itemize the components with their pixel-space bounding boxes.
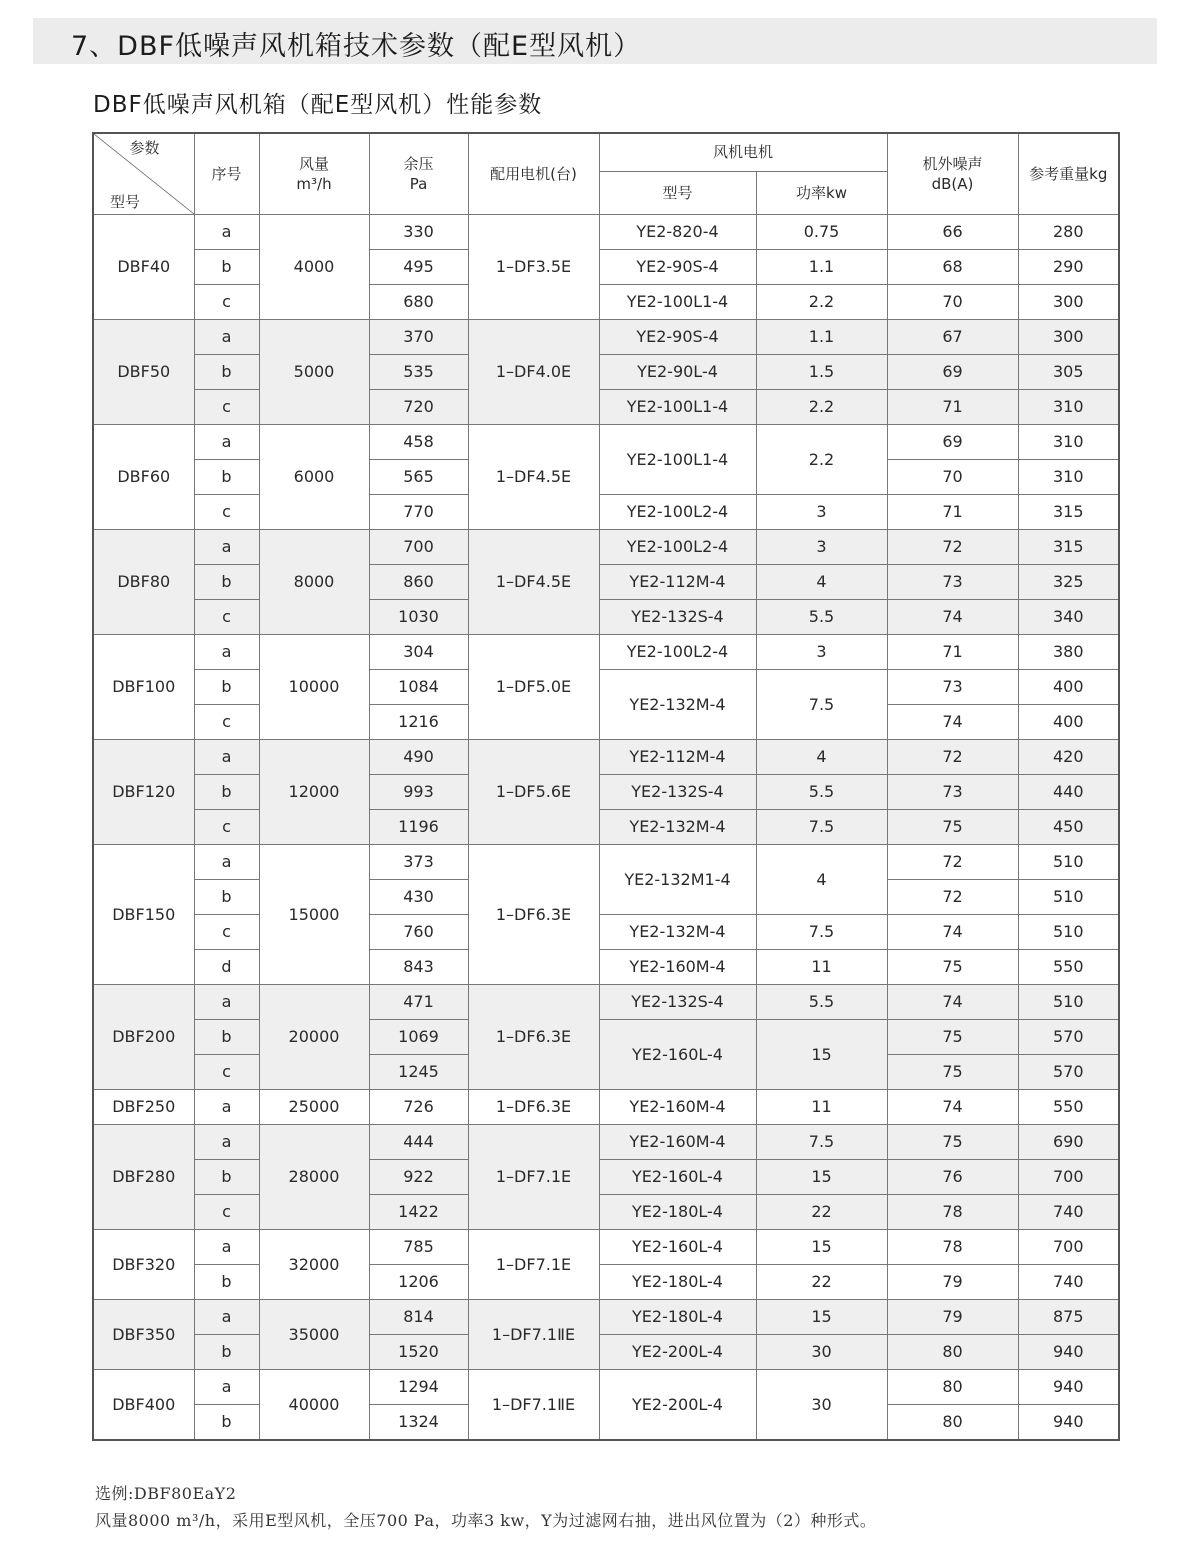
noise-cell: 70 bbox=[887, 285, 1018, 320]
motor-power-cell: 15 bbox=[756, 1020, 887, 1090]
motor-model-cell: YE2-90S-4 bbox=[599, 320, 756, 355]
seq-cell: b bbox=[194, 460, 259, 495]
motor-power-cell: 0.75 bbox=[756, 215, 887, 250]
motor-model-cell: YE2-160M-4 bbox=[599, 950, 756, 985]
table-row bbox=[93, 390, 1119, 425]
table-row bbox=[93, 600, 1119, 635]
pressure-cell: 370 bbox=[369, 320, 468, 355]
motor-power-cell: 5.5 bbox=[756, 775, 887, 810]
header-seq: 序号 bbox=[194, 133, 259, 215]
table-row bbox=[93, 320, 1119, 355]
seq-cell: a bbox=[194, 985, 259, 1020]
header-pressure-unit: Pa bbox=[409, 175, 428, 193]
table-row bbox=[93, 1160, 1119, 1195]
pressure-cell: 471 bbox=[369, 985, 468, 1020]
seq-cell: b bbox=[194, 1405, 259, 1441]
pressure-cell: 814 bbox=[369, 1300, 468, 1335]
table-row bbox=[93, 915, 1119, 950]
weight-cell: 380 bbox=[1018, 635, 1119, 670]
fan-cell: 1–DF7.1ⅡE bbox=[468, 1300, 599, 1370]
table-row bbox=[93, 635, 1119, 670]
seq-cell: a bbox=[194, 740, 259, 775]
weight-cell: 325 bbox=[1018, 565, 1119, 600]
weight-cell: 420 bbox=[1018, 740, 1119, 775]
weight-cell: 310 bbox=[1018, 425, 1119, 460]
motor-model-cell: YE2-100L1-4 bbox=[599, 390, 756, 425]
motor-power-cell: 30 bbox=[756, 1370, 887, 1441]
pressure-cell: 458 bbox=[369, 425, 468, 460]
weight-cell: 570 bbox=[1018, 1020, 1119, 1055]
motor-power-cell: 7.5 bbox=[756, 670, 887, 740]
weight-cell: 280 bbox=[1018, 215, 1119, 250]
motor-model-cell: YE2-100L2-4 bbox=[599, 635, 756, 670]
pressure-cell: 1294 bbox=[369, 1370, 468, 1405]
motor-power-cell: 2.2 bbox=[756, 390, 887, 425]
airflow-cell: 4000 bbox=[259, 215, 369, 320]
header-diagonal-cell bbox=[93, 133, 194, 215]
weight-cell: 875 bbox=[1018, 1300, 1119, 1335]
model-cell: DBF40 bbox=[93, 215, 194, 320]
weight-cell: 740 bbox=[1018, 1195, 1119, 1230]
header-param: 参数 bbox=[129, 139, 160, 157]
noise-cell: 73 bbox=[887, 775, 1018, 810]
table-title: DBF低噪声风机箱（配E型风机）性能参数 bbox=[93, 92, 543, 118]
weight-cell: 310 bbox=[1018, 390, 1119, 425]
table-row bbox=[93, 250, 1119, 285]
weight-cell: 400 bbox=[1018, 705, 1119, 740]
fan-cell: 1–DF6.3E bbox=[468, 1090, 599, 1125]
noise-cell: 74 bbox=[887, 915, 1018, 950]
seq-cell: b bbox=[194, 355, 259, 390]
model-cell: DBF320 bbox=[93, 1230, 194, 1300]
model-cell: DBF200 bbox=[93, 985, 194, 1090]
motor-model-cell: YE2-112M-4 bbox=[599, 565, 756, 600]
noise-cell: 80 bbox=[887, 1370, 1018, 1405]
airflow-cell: 6000 bbox=[259, 425, 369, 530]
table-row bbox=[93, 530, 1119, 565]
noise-cell: 78 bbox=[887, 1195, 1018, 1230]
pressure-cell: 1324 bbox=[369, 1405, 468, 1441]
pressure-cell: 760 bbox=[369, 915, 468, 950]
pressure-cell: 535 bbox=[369, 355, 468, 390]
motor-power-cell: 3 bbox=[756, 495, 887, 530]
motor-power-cell: 7.5 bbox=[756, 915, 887, 950]
header-airflow bbox=[259, 133, 369, 215]
pressure-cell: 1206 bbox=[369, 1265, 468, 1300]
motor-model-cell: YE2-180L-4 bbox=[599, 1265, 756, 1300]
motor-model-cell: YE2-112M-4 bbox=[599, 740, 756, 775]
airflow-cell: 5000 bbox=[259, 320, 369, 425]
motor-power-cell: 7.5 bbox=[756, 1125, 887, 1160]
airflow-cell: 10000 bbox=[259, 635, 369, 740]
seq-cell: c bbox=[194, 705, 259, 740]
fan-cell: 1–DF5.0E bbox=[468, 635, 599, 740]
pressure-cell: 565 bbox=[369, 460, 468, 495]
noise-cell: 74 bbox=[887, 705, 1018, 740]
motor-model-cell: YE2-90S-4 bbox=[599, 250, 756, 285]
noise-cell: 71 bbox=[887, 390, 1018, 425]
motor-power-cell: 3 bbox=[756, 530, 887, 565]
weight-cell: 310 bbox=[1018, 460, 1119, 495]
pressure-cell: 1520 bbox=[369, 1335, 468, 1370]
motor-power-cell: 22 bbox=[756, 1195, 887, 1230]
weight-cell: 940 bbox=[1018, 1405, 1119, 1441]
pressure-cell: 373 bbox=[369, 845, 468, 880]
table-row bbox=[93, 1265, 1119, 1300]
seq-cell: b bbox=[194, 1265, 259, 1300]
fan-cell: 1–DF6.3E bbox=[468, 845, 599, 985]
seq-cell: a bbox=[194, 320, 259, 355]
noise-cell: 70 bbox=[887, 460, 1018, 495]
header-fan-motor: 配用电机(台) bbox=[468, 133, 599, 215]
noise-cell: 75 bbox=[887, 1020, 1018, 1055]
motor-power-cell: 4 bbox=[756, 565, 887, 600]
airflow-cell: 8000 bbox=[259, 530, 369, 635]
motor-model-cell: YE2-160L-4 bbox=[599, 1020, 756, 1090]
noise-cell: 74 bbox=[887, 1090, 1018, 1125]
motor-model-cell: YE2-100L2-4 bbox=[599, 495, 756, 530]
fan-cell: 1–DF4.0E bbox=[468, 320, 599, 425]
noise-cell: 67 bbox=[887, 320, 1018, 355]
motor-power-cell: 11 bbox=[756, 950, 887, 985]
seq-cell: b bbox=[194, 250, 259, 285]
seq-cell: a bbox=[194, 1125, 259, 1160]
header-weight: 参考重量kg bbox=[1018, 133, 1119, 215]
performance-table bbox=[92, 132, 1120, 1441]
seq-cell: b bbox=[194, 880, 259, 915]
weight-cell: 700 bbox=[1018, 1160, 1119, 1195]
table-row bbox=[93, 950, 1119, 985]
seq-cell: b bbox=[194, 670, 259, 705]
noise-cell: 73 bbox=[887, 565, 1018, 600]
noise-cell: 75 bbox=[887, 950, 1018, 985]
noise-cell: 79 bbox=[887, 1265, 1018, 1300]
motor-model-cell: YE2-132M-4 bbox=[599, 810, 756, 845]
table-row bbox=[93, 1300, 1119, 1335]
noise-cell: 72 bbox=[887, 845, 1018, 880]
weight-cell: 290 bbox=[1018, 250, 1119, 285]
weight-cell: 740 bbox=[1018, 1265, 1119, 1300]
motor-model-cell: YE2-132S-4 bbox=[599, 775, 756, 810]
noise-cell: 75 bbox=[887, 810, 1018, 845]
fan-cell: 1–DF5.6E bbox=[468, 740, 599, 845]
table-row bbox=[93, 1230, 1119, 1265]
fan-cell: 1–DF3.5E bbox=[468, 215, 599, 320]
fan-cell: 1–DF4.5E bbox=[468, 425, 599, 530]
noise-cell: 75 bbox=[887, 1125, 1018, 1160]
page-title-bar bbox=[33, 18, 1157, 64]
table-row bbox=[93, 355, 1119, 390]
table-row bbox=[93, 1125, 1119, 1160]
motor-model-cell: YE2-160L-4 bbox=[599, 1160, 756, 1195]
motor-model-cell: YE2-160M-4 bbox=[599, 1125, 756, 1160]
pressure-cell: 720 bbox=[369, 390, 468, 425]
noise-cell: 80 bbox=[887, 1335, 1018, 1370]
table-row bbox=[93, 845, 1119, 880]
table-row bbox=[93, 1195, 1119, 1230]
model-cell: DBF60 bbox=[93, 425, 194, 530]
seq-cell: a bbox=[194, 215, 259, 250]
motor-model-cell: YE2-100L1-4 bbox=[599, 425, 756, 495]
header-pressure-label: 余压 bbox=[403, 154, 434, 173]
model-cell: DBF120 bbox=[93, 740, 194, 845]
seq-cell: c bbox=[194, 390, 259, 425]
weight-cell: 450 bbox=[1018, 810, 1119, 845]
seq-cell: a bbox=[194, 530, 259, 565]
seq-cell: b bbox=[194, 1160, 259, 1195]
motor-power-cell: 22 bbox=[756, 1265, 887, 1300]
pressure-cell: 330 bbox=[369, 215, 468, 250]
noise-cell: 69 bbox=[887, 425, 1018, 460]
pressure-cell: 770 bbox=[369, 495, 468, 530]
motor-power-cell: 11 bbox=[756, 1090, 887, 1125]
motor-power-cell: 15 bbox=[756, 1230, 887, 1265]
weight-cell: 340 bbox=[1018, 600, 1119, 635]
weight-cell: 510 bbox=[1018, 915, 1119, 950]
airflow-cell: 40000 bbox=[259, 1370, 369, 1441]
header-pressure bbox=[369, 133, 468, 215]
weight-cell: 940 bbox=[1018, 1370, 1119, 1405]
weight-cell: 700 bbox=[1018, 1230, 1119, 1265]
noise-cell: 79 bbox=[887, 1300, 1018, 1335]
noise-cell: 71 bbox=[887, 495, 1018, 530]
table-row bbox=[93, 985, 1119, 1020]
seq-cell: c bbox=[194, 915, 259, 950]
noise-cell: 68 bbox=[887, 250, 1018, 285]
noise-cell: 72 bbox=[887, 880, 1018, 915]
table-row bbox=[93, 775, 1119, 810]
weight-cell: 550 bbox=[1018, 950, 1119, 985]
weight-cell: 690 bbox=[1018, 1125, 1119, 1160]
fan-cell: 1–DF4.5E bbox=[468, 530, 599, 635]
airflow-cell: 32000 bbox=[259, 1230, 369, 1300]
pressure-cell: 700 bbox=[369, 530, 468, 565]
motor-model-cell: YE2-100L2-4 bbox=[599, 530, 756, 565]
pressure-cell: 1069 bbox=[369, 1020, 468, 1055]
seq-cell: b bbox=[194, 1020, 259, 1055]
motor-model-cell: YE2-132M-4 bbox=[599, 670, 756, 740]
motor-power-cell: 7.5 bbox=[756, 810, 887, 845]
motor-model-cell: YE2-90L-4 bbox=[599, 355, 756, 390]
header-noise-label: 机外噪声 bbox=[922, 154, 983, 173]
motor-power-cell: 5.5 bbox=[756, 985, 887, 1020]
noise-cell: 74 bbox=[887, 600, 1018, 635]
noise-cell: 71 bbox=[887, 635, 1018, 670]
fan-cell: 1–DF7.1ⅡE bbox=[468, 1370, 599, 1441]
weight-cell: 300 bbox=[1018, 285, 1119, 320]
motor-model-cell: YE2-132S-4 bbox=[599, 600, 756, 635]
seq-cell: c bbox=[194, 495, 259, 530]
table-row bbox=[93, 425, 1119, 460]
weight-cell: 940 bbox=[1018, 1335, 1119, 1370]
pressure-cell: 680 bbox=[369, 285, 468, 320]
seq-cell: a bbox=[194, 1370, 259, 1405]
model-cell: DBF50 bbox=[93, 320, 194, 425]
seq-cell: b bbox=[194, 565, 259, 600]
noise-cell: 66 bbox=[887, 215, 1018, 250]
pressure-cell: 785 bbox=[369, 1230, 468, 1265]
pressure-cell: 860 bbox=[369, 565, 468, 600]
pressure-cell: 1245 bbox=[369, 1055, 468, 1090]
seq-cell: c bbox=[194, 600, 259, 635]
fan-cell: 1–DF7.1E bbox=[468, 1125, 599, 1230]
airflow-cell: 12000 bbox=[259, 740, 369, 845]
airflow-cell: 35000 bbox=[259, 1300, 369, 1370]
seq-cell: c bbox=[194, 1195, 259, 1230]
model-cell: DBF280 bbox=[93, 1125, 194, 1230]
motor-model-cell: YE2-200L-4 bbox=[599, 1370, 756, 1441]
motor-model-cell: YE2-180L-4 bbox=[599, 1300, 756, 1335]
seq-cell: d bbox=[194, 950, 259, 985]
header-motor-model: 型号 bbox=[599, 172, 756, 215]
model-cell: DBF250 bbox=[93, 1090, 194, 1125]
table-row bbox=[93, 810, 1119, 845]
noise-cell: 75 bbox=[887, 1055, 1018, 1090]
note-example: 选例:DBF80EaY2 bbox=[95, 1484, 237, 1503]
model-cell: DBF400 bbox=[93, 1370, 194, 1441]
weight-cell: 440 bbox=[1018, 775, 1119, 810]
weight-cell: 315 bbox=[1018, 530, 1119, 565]
weight-cell: 300 bbox=[1018, 320, 1119, 355]
motor-power-cell: 4 bbox=[756, 740, 887, 775]
seq-cell: b bbox=[194, 775, 259, 810]
table-row bbox=[93, 565, 1119, 600]
seq-cell: a bbox=[194, 1090, 259, 1125]
model-cell: DBF350 bbox=[93, 1300, 194, 1370]
weight-cell: 305 bbox=[1018, 355, 1119, 390]
motor-model-cell: YE2-160M-4 bbox=[599, 1090, 756, 1125]
table-row bbox=[93, 215, 1119, 250]
table-row bbox=[93, 670, 1119, 705]
pressure-cell: 1216 bbox=[369, 705, 468, 740]
motor-model-cell: YE2-180L-4 bbox=[599, 1195, 756, 1230]
seq-cell: b bbox=[194, 1335, 259, 1370]
motor-model-cell: YE2-820-4 bbox=[599, 215, 756, 250]
seq-cell: c bbox=[194, 1055, 259, 1090]
header-noise bbox=[887, 133, 1018, 215]
seq-cell: a bbox=[194, 425, 259, 460]
pressure-cell: 304 bbox=[369, 635, 468, 670]
model-cell: DBF100 bbox=[93, 635, 194, 740]
noise-cell: 73 bbox=[887, 670, 1018, 705]
weight-cell: 510 bbox=[1018, 845, 1119, 880]
header-motor-power: 功率kw bbox=[756, 172, 887, 215]
airflow-cell: 15000 bbox=[259, 845, 369, 985]
motor-model-cell: YE2-132S-4 bbox=[599, 985, 756, 1020]
note-description: 风量8000 m³/h，采用E型风机，全压700 Pa，功率3 kw，Y为过滤网右抽，进出风位置为（2）种形式。 bbox=[95, 1511, 877, 1530]
motor-power-cell: 3 bbox=[756, 635, 887, 670]
seq-cell: a bbox=[194, 1300, 259, 1335]
seq-cell: a bbox=[194, 635, 259, 670]
weight-cell: 315 bbox=[1018, 495, 1119, 530]
motor-model-cell: YE2-160L-4 bbox=[599, 1230, 756, 1265]
noise-cell: 72 bbox=[887, 740, 1018, 775]
motor-model-cell: YE2-132M-4 bbox=[599, 915, 756, 950]
header-model: 型号 bbox=[110, 192, 141, 211]
pressure-cell: 490 bbox=[369, 740, 468, 775]
pressure-cell: 444 bbox=[369, 1125, 468, 1160]
motor-model-cell: YE2-132M1-4 bbox=[599, 845, 756, 915]
motor-power-cell: 2.2 bbox=[756, 285, 887, 320]
motor-power-cell: 4 bbox=[756, 845, 887, 915]
motor-power-cell: 15 bbox=[756, 1160, 887, 1195]
motor-power-cell: 2.2 bbox=[756, 425, 887, 495]
motor-power-cell: 15 bbox=[756, 1300, 887, 1335]
pressure-cell: 1196 bbox=[369, 810, 468, 845]
motor-power-cell: 30 bbox=[756, 1335, 887, 1370]
table-row bbox=[93, 495, 1119, 530]
model-cell: DBF150 bbox=[93, 845, 194, 985]
table-row bbox=[93, 1020, 1119, 1055]
airflow-cell: 28000 bbox=[259, 1125, 369, 1230]
fan-cell: 1–DF7.1E bbox=[468, 1230, 599, 1300]
seq-cell: c bbox=[194, 810, 259, 845]
noise-cell: 69 bbox=[887, 355, 1018, 390]
table-row bbox=[93, 1370, 1119, 1405]
pressure-cell: 922 bbox=[369, 1160, 468, 1195]
noise-cell: 74 bbox=[887, 985, 1018, 1020]
weight-cell: 510 bbox=[1018, 880, 1119, 915]
motor-model-cell: YE2-200L-4 bbox=[599, 1335, 756, 1370]
pressure-cell: 843 bbox=[369, 950, 468, 985]
table-row bbox=[93, 285, 1119, 320]
airflow-cell: 20000 bbox=[259, 985, 369, 1090]
pressure-cell: 993 bbox=[369, 775, 468, 810]
pressure-cell: 1422 bbox=[369, 1195, 468, 1230]
header-noise-unit: dB(A) bbox=[931, 175, 974, 193]
airflow-cell: 25000 bbox=[259, 1090, 369, 1125]
weight-cell: 550 bbox=[1018, 1090, 1119, 1125]
seq-cell: c bbox=[194, 285, 259, 320]
weight-cell: 510 bbox=[1018, 985, 1119, 1020]
table-row bbox=[93, 1335, 1119, 1370]
pressure-cell: 495 bbox=[369, 250, 468, 285]
motor-power-cell: 1.1 bbox=[756, 320, 887, 355]
pressure-cell: 1030 bbox=[369, 600, 468, 635]
motor-power-cell: 1.1 bbox=[756, 250, 887, 285]
header-motor-group: 风机电机 bbox=[599, 133, 887, 172]
model-cell: DBF80 bbox=[93, 530, 194, 635]
page-title: 7、DBF低噪声风机箱技术参数（配E型风机） bbox=[71, 31, 642, 62]
weight-cell: 570 bbox=[1018, 1055, 1119, 1090]
noise-cell: 76 bbox=[887, 1160, 1018, 1195]
fan-cell: 1–DF6.3E bbox=[468, 985, 599, 1090]
pressure-cell: 726 bbox=[369, 1090, 468, 1125]
weight-cell: 400 bbox=[1018, 670, 1119, 705]
motor-power-cell: 5.5 bbox=[756, 600, 887, 635]
pressure-cell: 430 bbox=[369, 880, 468, 915]
motor-power-cell: 1.5 bbox=[756, 355, 887, 390]
header-airflow-unit: m³/h bbox=[296, 175, 332, 193]
seq-cell: a bbox=[194, 845, 259, 880]
noise-cell: 72 bbox=[887, 530, 1018, 565]
noise-cell: 80 bbox=[887, 1405, 1018, 1441]
motor-model-cell: YE2-100L1-4 bbox=[599, 285, 756, 320]
seq-cell: a bbox=[194, 1230, 259, 1265]
pressure-cell: 1084 bbox=[369, 670, 468, 705]
noise-cell: 78 bbox=[887, 1230, 1018, 1265]
header-airflow-label: 风量 bbox=[298, 154, 329, 173]
table-row bbox=[93, 740, 1119, 775]
table-row bbox=[93, 1090, 1119, 1125]
